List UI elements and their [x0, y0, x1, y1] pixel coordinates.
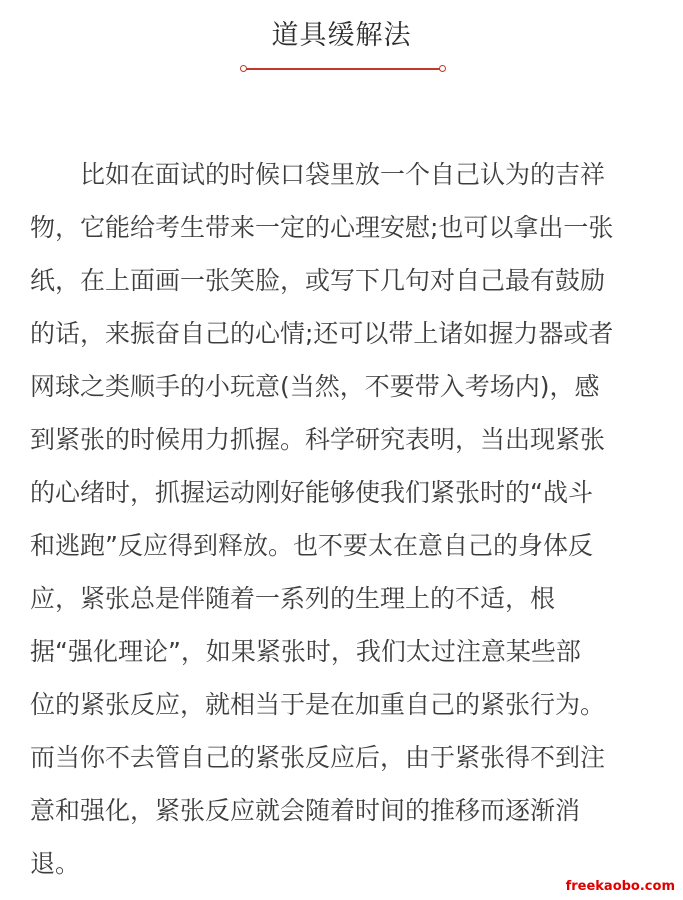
title-divider-right-dot-icon: [439, 65, 446, 72]
body-line: 据“强化理论”，如果紧张时，我们太过注意某些部: [30, 637, 581, 666]
body-line: 的话，来振奋自己的心情;还可以带上诸如握力器或者: [30, 319, 614, 348]
article-body: [30, 148, 652, 890]
body-line: 而当你不去管自己的紧张反应后，由于紧张得不到注: [30, 743, 606, 772]
body-line: 应，紧张总是伴随着一系列的生理上的不适，根: [30, 584, 556, 613]
body-line: 退。: [30, 849, 81, 878]
title-divider: [240, 66, 446, 72]
title-divider-line: [244, 68, 442, 70]
body-line: 的心绪时，抓握运动刚好能够使我们紧张时的“战斗: [30, 478, 593, 507]
body-line: 位的紧张反应，就相当于是在加重自己的紧张行为。: [30, 690, 606, 719]
article-title: 道具缓解法: [271, 20, 412, 51]
title-divider-left-dot-icon: [240, 65, 247, 72]
body-line: 网球之类顺手的小玩意(当然，不要带入考场内)，感: [30, 372, 600, 401]
body-line: 比如在面试的时候口袋里放一个自己认为的吉祥: [30, 160, 606, 189]
body-line: 意和强化，紧张反应就会随着时间的推移而逐渐消: [30, 796, 581, 825]
article-title-block: [0, 18, 683, 54]
body-line: 到紧张的时候用力抓握。科学研究表明，当出现紧张: [30, 425, 606, 454]
body-line: 纸，在上面画一张笑脸，或写下几句对自己最有鼓励: [30, 266, 606, 295]
body-line: 和逃跑”反应得到释放。也不要太在意自己的身体反: [30, 531, 593, 560]
body-line: 物，它能给考生带来一定的心理安慰;也可以拿出一张: [30, 213, 614, 242]
site-watermark: freekaobo.com: [565, 879, 675, 894]
